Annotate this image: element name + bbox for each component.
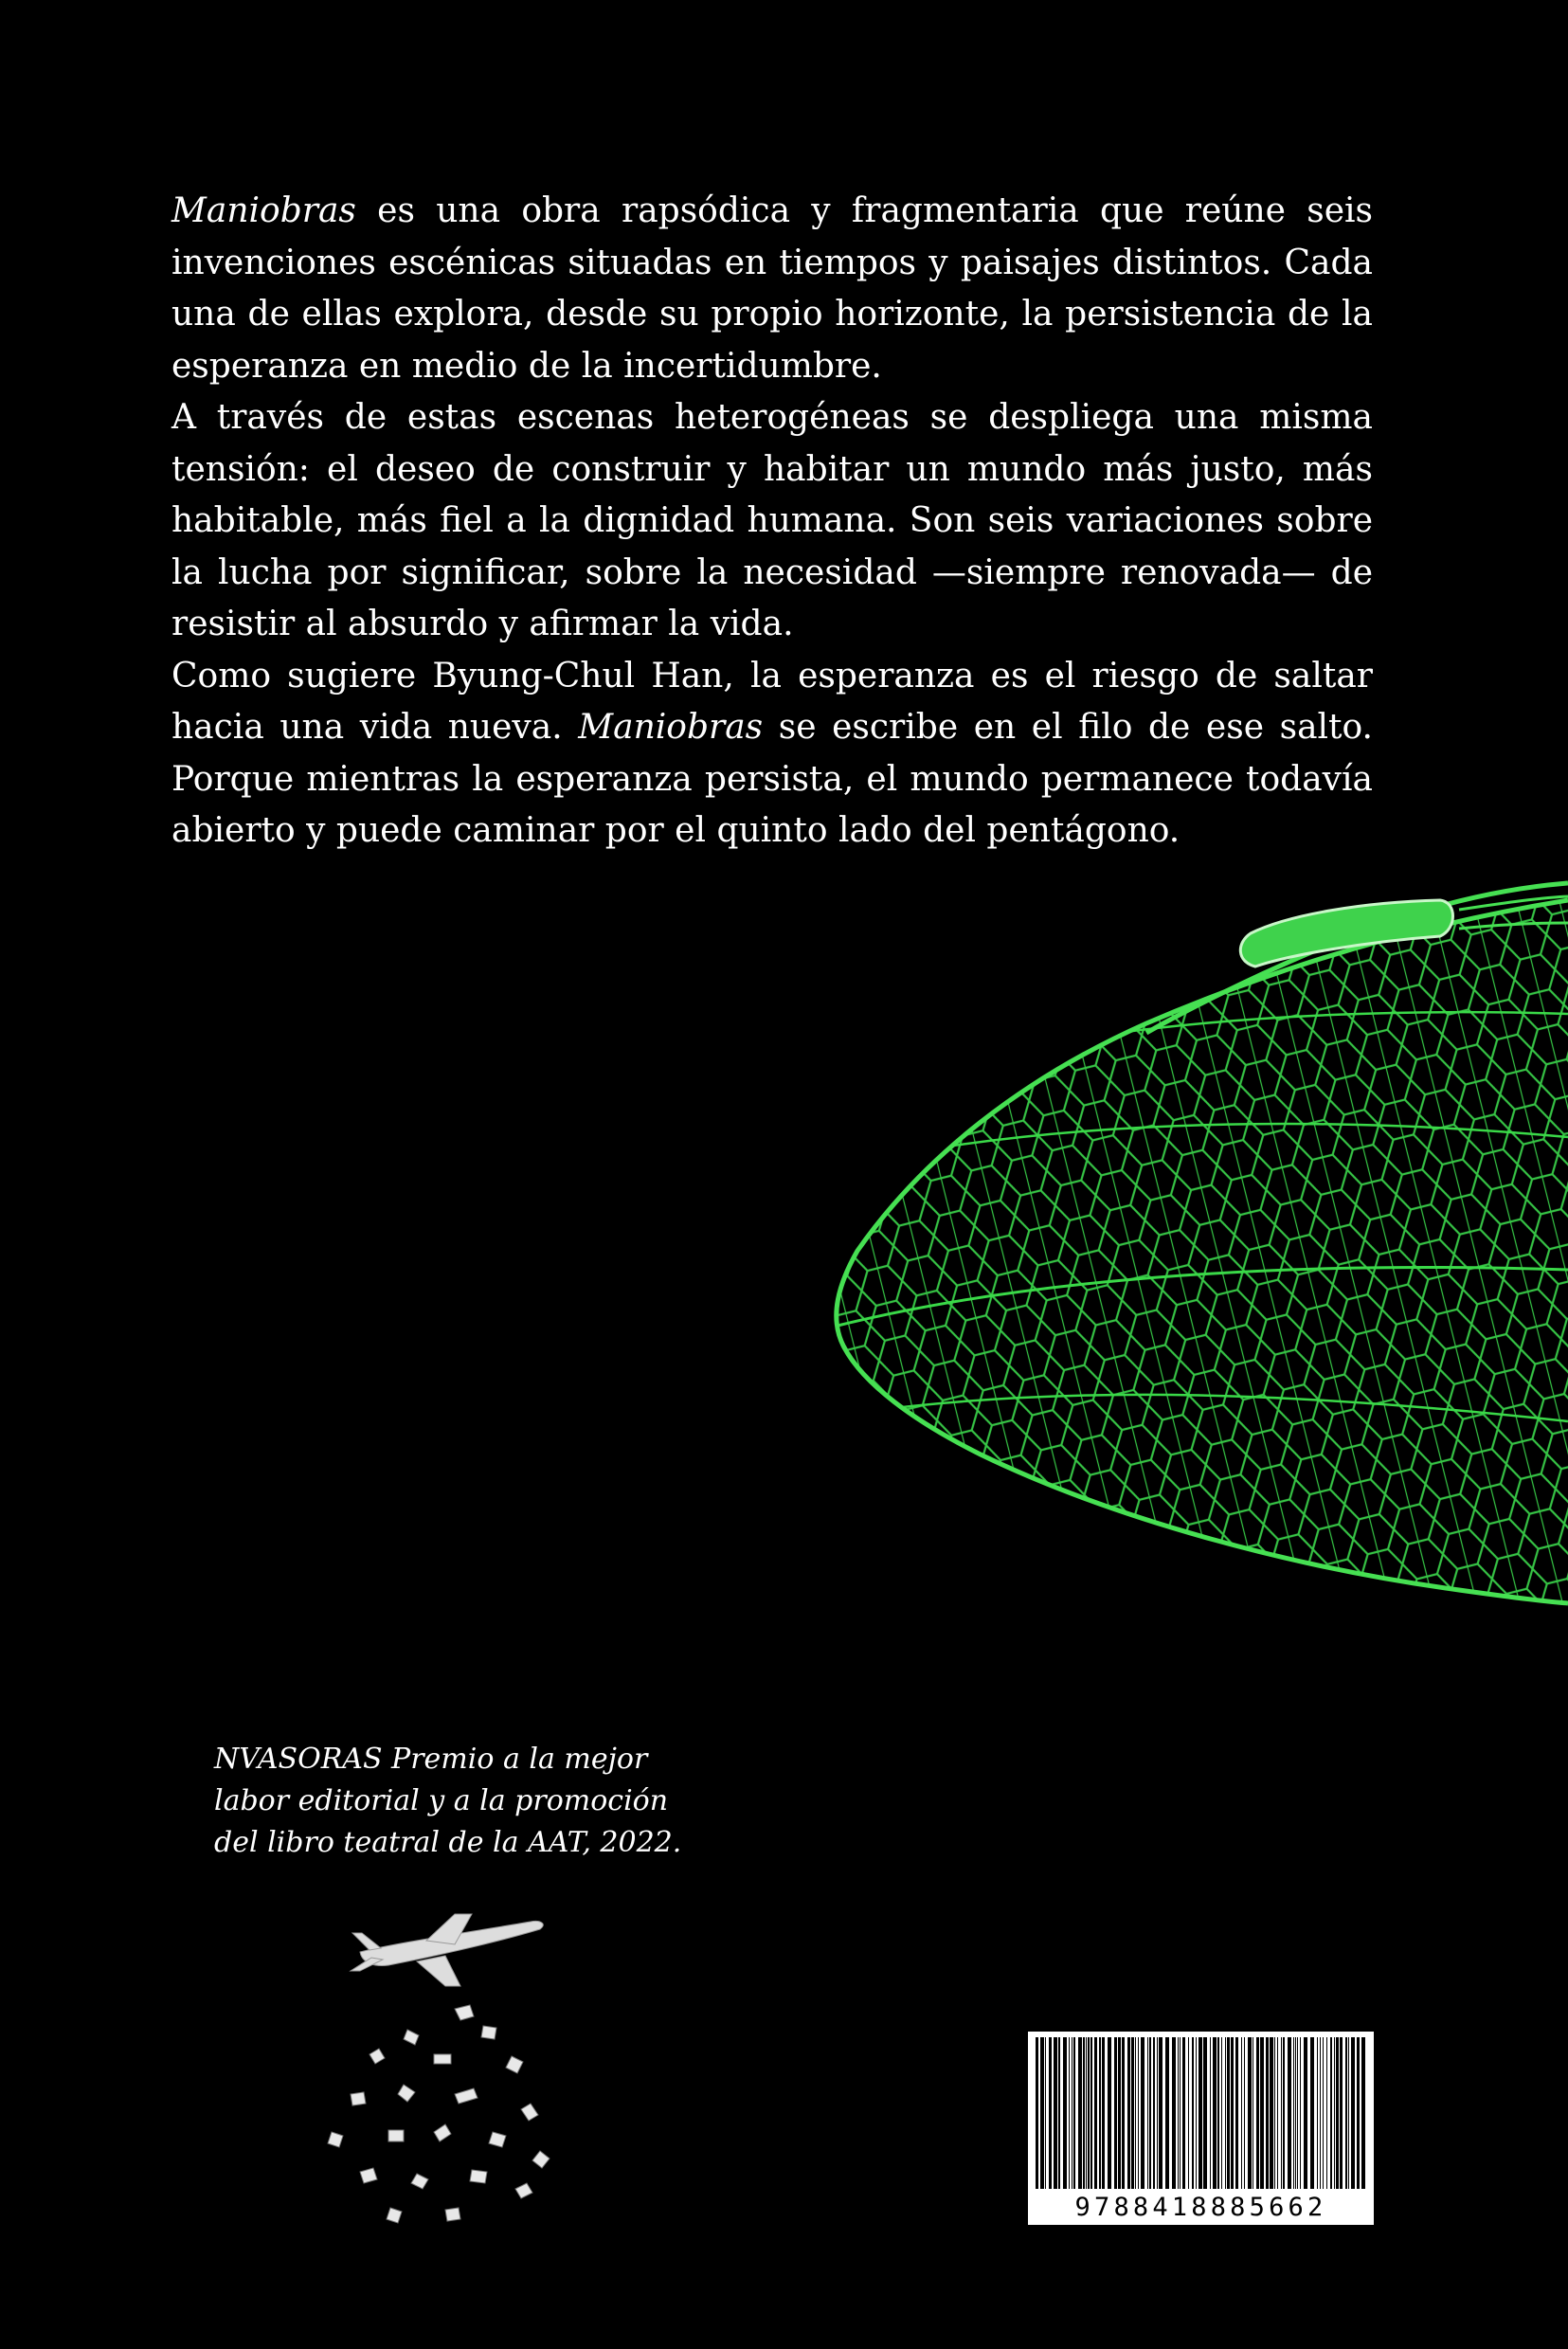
barcode-bar — [1288, 2037, 1291, 2189]
isbn-digits: 9788418885662 — [1074, 2193, 1327, 2222]
barcode-bar — [1127, 2037, 1130, 2189]
isbn-barcode — [1028, 2032, 1374, 2225]
barcode-bar — [1049, 2037, 1052, 2189]
barcode-bar — [1054, 2037, 1057, 2189]
barcode-bar — [1040, 2037, 1044, 2189]
blurb-paragraph-3: Como sugiere Byung-Chul Han, la esperanza es el riesgo de saltar hacia una vida nueva. Maniobras se escribe en el filo de ese salto. Porque mientras la esperanza persista, el mundo permanece todavía abierto y puede caminar por el quinto lado del pentágono. — [171, 656, 1373, 850]
barcode-bar — [1086, 2037, 1087, 2189]
barcode-bar — [1217, 2037, 1219, 2189]
barcode-bar — [1188, 2037, 1189, 2189]
blurb-paragraph-2: A través de estas escenas heterogéneas se despliega una misma tensión: el deseo de construir y habitar un mundo más justo, más habitable, más fiel a la dignidad humana. Son seis variaciones sobre la lucha por significar, sobre la necesidad —siempre renovada— de resistir al absurdo y afirmar la vida. — [171, 398, 1373, 643]
book-title: Maniobras — [578, 708, 764, 747]
barcode-bar — [1336, 2037, 1339, 2189]
barcode-bar — [1277, 2037, 1278, 2189]
barcode-bar — [1180, 2037, 1181, 2189]
barcode-bar — [1135, 2037, 1136, 2189]
award-note — [214, 1739, 745, 1864]
barcode-bar — [1192, 2037, 1194, 2189]
barcode-bar — [1122, 2037, 1125, 2189]
barcode-bar — [1266, 2037, 1269, 2189]
barcode-bar — [1260, 2037, 1264, 2189]
barcode-bar — [1295, 2037, 1296, 2189]
barcode-bar — [1199, 2037, 1202, 2189]
barcode-bar — [1221, 2037, 1222, 2189]
barcode-bar — [1310, 2037, 1314, 2189]
award-line: del libro teatral de la AAT, 2022. — [214, 1826, 682, 1859]
publisher-logo-plane-dropping-paper — [313, 1895, 568, 2236]
barcode-bar — [1357, 2037, 1360, 2189]
barcode-bar — [1270, 2037, 1273, 2189]
barcode-bar — [1073, 2037, 1075, 2189]
falling-paper-icons — [328, 2005, 550, 2223]
barcode-bar — [1281, 2037, 1282, 2189]
barcode-bar — [1102, 2037, 1105, 2189]
barcode-bar — [1320, 2037, 1321, 2189]
barcode-bar — [1334, 2037, 1335, 2189]
barcode-bar — [1326, 2037, 1327, 2189]
back-cover-blurb — [171, 186, 1373, 858]
barcode-bar — [1153, 2037, 1155, 2189]
barcode-bar — [1225, 2037, 1226, 2189]
barcode-bar — [1099, 2037, 1101, 2189]
barcode-bar — [1178, 2037, 1179, 2189]
barcode-bar — [1196, 2037, 1197, 2189]
barcode-bar — [1244, 2037, 1245, 2189]
barcode-bar — [1283, 2037, 1285, 2189]
barcode-bar — [1078, 2037, 1082, 2189]
barcode-bar — [1069, 2037, 1070, 2189]
barcode-bar — [1088, 2037, 1090, 2189]
barcode-bar — [1159, 2037, 1162, 2189]
barcode-bar — [1235, 2037, 1238, 2189]
blurb-paragraph-1: Maniobras es una obra rapsódica y fragmentaria que reúne seis invenciones escénicas situadas en tiempos y paisajes distintos. Cada una de ellas explora, desde su propio horizonte, la persistencia de la esperanza en medio de la incertidumbre. — [171, 191, 1373, 386]
barcode-bar — [1213, 2037, 1217, 2189]
barcode-bar — [1094, 2037, 1097, 2189]
barcode-bar — [1131, 2037, 1134, 2189]
barcode-bar — [1147, 2037, 1148, 2189]
barcode-bar — [1330, 2037, 1332, 2189]
barcode-bar — [1210, 2037, 1211, 2189]
barcode-bar — [1172, 2037, 1176, 2189]
barcode-bar — [1182, 2037, 1185, 2189]
barcode-bar — [1063, 2037, 1067, 2189]
barcode-bar — [1345, 2037, 1347, 2189]
award-line: labor editorial y a la promoción — [214, 1784, 669, 1817]
barcode-bar — [1108, 2037, 1111, 2189]
barcode-bar — [1274, 2037, 1275, 2189]
dragonfly-wing-illustration — [834, 834, 1568, 1734]
barcode-bar — [1036, 2037, 1038, 2189]
award-line: NVASORAS Premio a la mejor — [214, 1743, 648, 1776]
barcode-bar — [1141, 2037, 1144, 2189]
barcode-bar — [1083, 2037, 1085, 2189]
barcode-bar — [1323, 2037, 1324, 2189]
barcode-bar — [1138, 2037, 1139, 2189]
barcode-bar — [1300, 2037, 1301, 2189]
barcode-bar — [1361, 2037, 1365, 2189]
barcode-bar — [1340, 2037, 1343, 2189]
barcode-bar — [1165, 2037, 1169, 2189]
barcode-bar — [1348, 2037, 1349, 2189]
barcode-bar — [1241, 2037, 1242, 2189]
barcode-bar — [1297, 2037, 1298, 2189]
book-title: Maniobras — [171, 191, 356, 230]
barcode-bar — [1203, 2037, 1207, 2189]
barcode-bar — [1118, 2037, 1121, 2189]
barcode-bar — [1149, 2037, 1151, 2189]
barcode-bar — [1248, 2037, 1252, 2189]
barcode-bar — [1231, 2037, 1234, 2189]
barcode-bar — [1090, 2037, 1092, 2189]
barcode-bar — [1304, 2037, 1307, 2189]
barcode-bar — [1317, 2037, 1318, 2189]
barcode-bar — [1227, 2037, 1230, 2189]
barcode-bar — [1157, 2037, 1158, 2189]
barcode-bar — [1045, 2037, 1046, 2189]
barcode-bar — [1114, 2037, 1117, 2189]
barcode-bar — [1351, 2037, 1355, 2189]
barcode-bar — [1058, 2037, 1060, 2189]
barcode-bar — [1293, 2037, 1294, 2189]
airplane-icon — [351, 1914, 543, 1986]
barcode-bar — [1256, 2037, 1259, 2189]
